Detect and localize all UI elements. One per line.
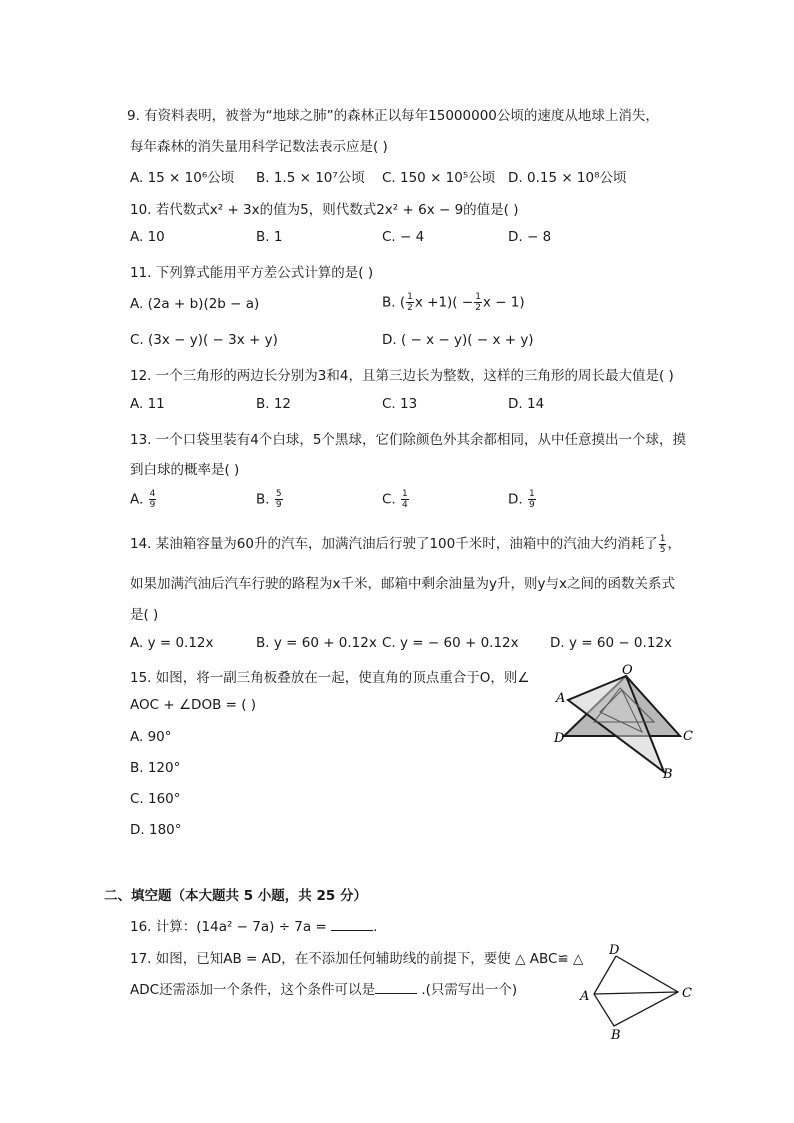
q14-line2: 如果加满汽油后汽车行驶的路程为x千米，邮箱中剩余油量为y升，则y与x之间的函数关系式 bbox=[130, 576, 675, 592]
q14-option-d: D. y = 60 − 0.12x bbox=[550, 635, 672, 651]
q9-line2: 每年森林的消失量用科学记数法表示应是( ) bbox=[130, 139, 388, 155]
q12-option-d: D. 14 bbox=[508, 396, 545, 412]
q17-kite-figure bbox=[576, 942, 696, 1042]
section-heading: 二、填空题（本大题共 5 小题，共 25 分） bbox=[104, 888, 367, 904]
fraction-denominator: 5 bbox=[659, 544, 666, 555]
label-a: A bbox=[556, 691, 566, 706]
fraction-numerator: 1 bbox=[475, 292, 481, 302]
q14-line1-text: 14. 某油箱容量为60升的汽车，加满汽油后行驶了100千米时，油箱中的汽油大约消耗了 bbox=[130, 536, 658, 552]
q15-option-b: B. 120° bbox=[130, 760, 181, 776]
q14-option-a: A. y = 0.12x bbox=[130, 635, 214, 651]
label-b: B bbox=[611, 1028, 621, 1042]
label-c: C bbox=[683, 729, 693, 744]
q15-line1: 15. 如图，将一副三角板叠放在一起，使直角的顶点重合于O，则∠ bbox=[130, 670, 530, 686]
option-label: C. bbox=[382, 491, 396, 508]
option-fraction bbox=[528, 489, 536, 510]
fraction-numerator: 1 bbox=[402, 489, 408, 499]
q11-option-b-fraction-2 bbox=[474, 292, 482, 313]
q11-option-d: D. ( − x − y)( − x + y) bbox=[382, 332, 534, 348]
label-o: O bbox=[622, 663, 633, 678]
q13-option-c bbox=[382, 489, 410, 510]
q14-line3: 是( ) bbox=[130, 607, 159, 623]
label-a: A bbox=[580, 989, 590, 1004]
label-c: C bbox=[682, 986, 692, 1001]
q14-option-b: B. y = 60 + 0.12x bbox=[256, 635, 377, 651]
kite-outline bbox=[594, 956, 678, 1026]
q12-option-c: C. 13 bbox=[382, 396, 418, 412]
q16 bbox=[130, 915, 377, 935]
fraction-denominator: 9 bbox=[528, 500, 535, 510]
q9-line1: 9. 有资料表明，被誉为“地球之肺”的森林正以每年15000000公顷的速度从地球上消失， bbox=[127, 108, 659, 124]
label-b: B bbox=[663, 767, 673, 782]
q10-stem: 10. 若代数式x² + 3x的值为5，则代数式2x² + 6x − 9的值是( ) bbox=[130, 202, 519, 218]
q13-option-b bbox=[256, 489, 284, 510]
fraction-denominator: 2 bbox=[407, 303, 413, 313]
fraction-numerator: 5 bbox=[275, 489, 282, 499]
fraction-numerator: 1 bbox=[528, 489, 535, 499]
q11-option-a: A. (2a + b)(2b − a) bbox=[130, 296, 260, 312]
q11-option-b-suffix: x − 1) bbox=[482, 294, 525, 311]
q10-option-a: A. 10 bbox=[130, 229, 165, 245]
q13-option-d bbox=[508, 489, 537, 510]
fraction-numerator: 1 bbox=[407, 292, 413, 302]
q12-stem: 12. 一个三角形的两边长分别为3和4，且第三边长为整数，这样的三角形的周长最大值是( ) bbox=[130, 368, 674, 384]
q14-option-c: C. y = − 60 + 0.12x bbox=[382, 635, 519, 651]
q11-option-b bbox=[382, 292, 525, 313]
q9-option-c: C. 150 × 10⁵公顷 bbox=[382, 170, 496, 186]
q10-option-b: B. 1 bbox=[256, 229, 283, 245]
q16-suffix: . bbox=[373, 919, 378, 935]
option-fraction bbox=[275, 489, 283, 510]
q9-option-d: D. 0.15 × 10⁸公顷 bbox=[508, 170, 627, 186]
q11-option-b-mid: x +1)( − bbox=[414, 294, 474, 311]
q12-option-a: A. 11 bbox=[130, 396, 165, 412]
q14-fraction bbox=[659, 534, 667, 555]
fraction-denominator: 2 bbox=[475, 303, 481, 313]
q16-prefix: 16. 计算：(14a² − 7a) ÷ 7a = bbox=[130, 919, 332, 935]
q15-option-c: C. 160° bbox=[130, 791, 181, 807]
option-label: A. bbox=[130, 491, 144, 508]
q17-line1: 17. 如图，已知AB = AD，在不添加任何辅助线的前提下，要使 △ ABC≌ △ bbox=[130, 951, 584, 967]
fraction-numerator: 4 bbox=[149, 489, 156, 499]
q15-option-a: A. 90° bbox=[130, 729, 172, 745]
q15-option-d: D. 180° bbox=[130, 822, 182, 838]
q11-option-b-fraction-1 bbox=[406, 292, 414, 313]
q13-option-a bbox=[130, 489, 157, 510]
option-label: D. bbox=[508, 491, 523, 508]
label-d: D bbox=[554, 731, 565, 746]
answer-blank[interactable] bbox=[375, 981, 417, 994]
q17-line2-end: .(只需写出一个) bbox=[417, 982, 518, 998]
answer-blank[interactable] bbox=[331, 918, 373, 931]
q14-line1 bbox=[130, 532, 681, 555]
q13-line2: 到白球的概率是( ) bbox=[130, 462, 240, 478]
diagonal-ac bbox=[594, 992, 678, 994]
q15-triangles-figure bbox=[550, 660, 700, 782]
fraction-denominator: 9 bbox=[149, 500, 156, 510]
q11-option-c: C. (3x − y)( − 3x + y) bbox=[130, 332, 278, 348]
q9-option-b: B. 1.5 × 10⁷公顷 bbox=[256, 170, 365, 186]
option-label: B. bbox=[256, 491, 270, 508]
label-d: D bbox=[609, 943, 620, 958]
q13-line1: 13. 一个口袋里装有4个白球，5个黑球，它们除颜色外其余都相同，从中任意摸出一个球，摸 bbox=[130, 432, 686, 448]
q17-line2 bbox=[130, 978, 517, 998]
q9-option-a: A. 15 × 10⁶公顷 bbox=[130, 170, 235, 186]
fraction-denominator: 4 bbox=[402, 500, 408, 510]
q15-line2: AOC + ∠DOB = ( ) bbox=[130, 697, 257, 713]
q12-option-b: B. 12 bbox=[256, 396, 292, 412]
option-fraction bbox=[149, 489, 157, 510]
q11-option-b-prefix: B. ( bbox=[382, 294, 406, 311]
option-fraction bbox=[401, 489, 409, 510]
fraction-denominator: 9 bbox=[275, 500, 282, 510]
q11-stem: 11. 下列算式能用平方差公式计算的是( ) bbox=[130, 265, 374, 281]
q10-option-c: C. − 4 bbox=[382, 229, 425, 245]
q10-option-d: D. − 8 bbox=[508, 229, 552, 245]
q14-line1-end: ， bbox=[667, 536, 681, 552]
q17-line2-text: ADC还需添加一个条件，这个条件可以是 bbox=[130, 982, 376, 998]
fraction-numerator: 1 bbox=[659, 533, 666, 544]
